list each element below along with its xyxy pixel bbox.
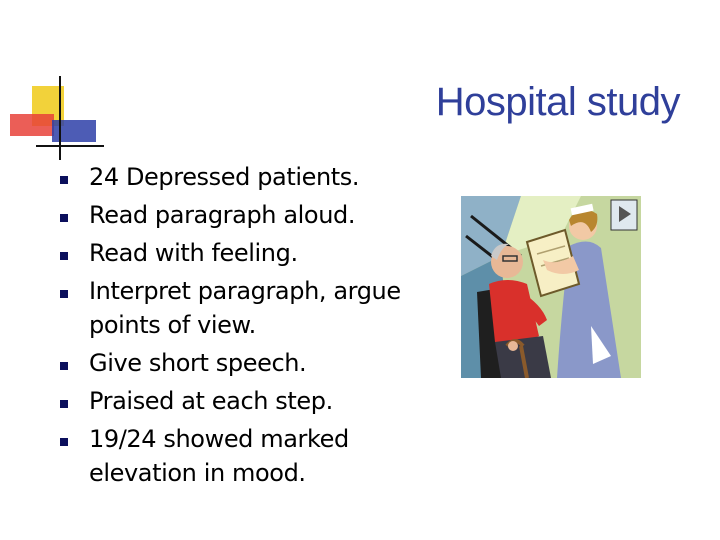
bullet-square-icon [60,290,68,298]
bullet-item [58,346,438,380]
bullet-item [58,160,438,194]
bullet-square-icon [60,400,68,408]
bullet-text: Read paragraph aloud. [89,201,356,229]
bullet-text: Interpret paragraph, argue [89,277,401,305]
bullet-item [58,274,438,342]
slide-title: Hospital study [435,80,680,124]
bullet-square-icon [60,362,68,370]
corner-logo-icon [0,0,110,170]
bullet-square-icon [60,252,68,260]
bullet-square-icon [60,214,68,222]
bullet-text: Give short speech. [89,349,307,377]
bullet-text: Praised at each step. [89,387,333,415]
bullet-list [58,160,438,494]
bullet-text-continued: points of view. [89,311,256,339]
bullet-text: Read with feeling. [89,239,298,267]
bullet-item [58,236,438,270]
bullet-item [58,198,438,232]
bullet-item [58,422,438,490]
bullet-square-icon [60,438,68,446]
nurse-patient-illustration-icon [461,196,641,378]
bullet-text-continued: elevation in mood. [89,459,306,487]
bullet-text: 24 Depressed patients. [89,163,360,191]
bullet-item [58,384,438,418]
bullet-text: 19/24 showed marked [89,425,349,453]
bullet-square-icon [60,176,68,184]
